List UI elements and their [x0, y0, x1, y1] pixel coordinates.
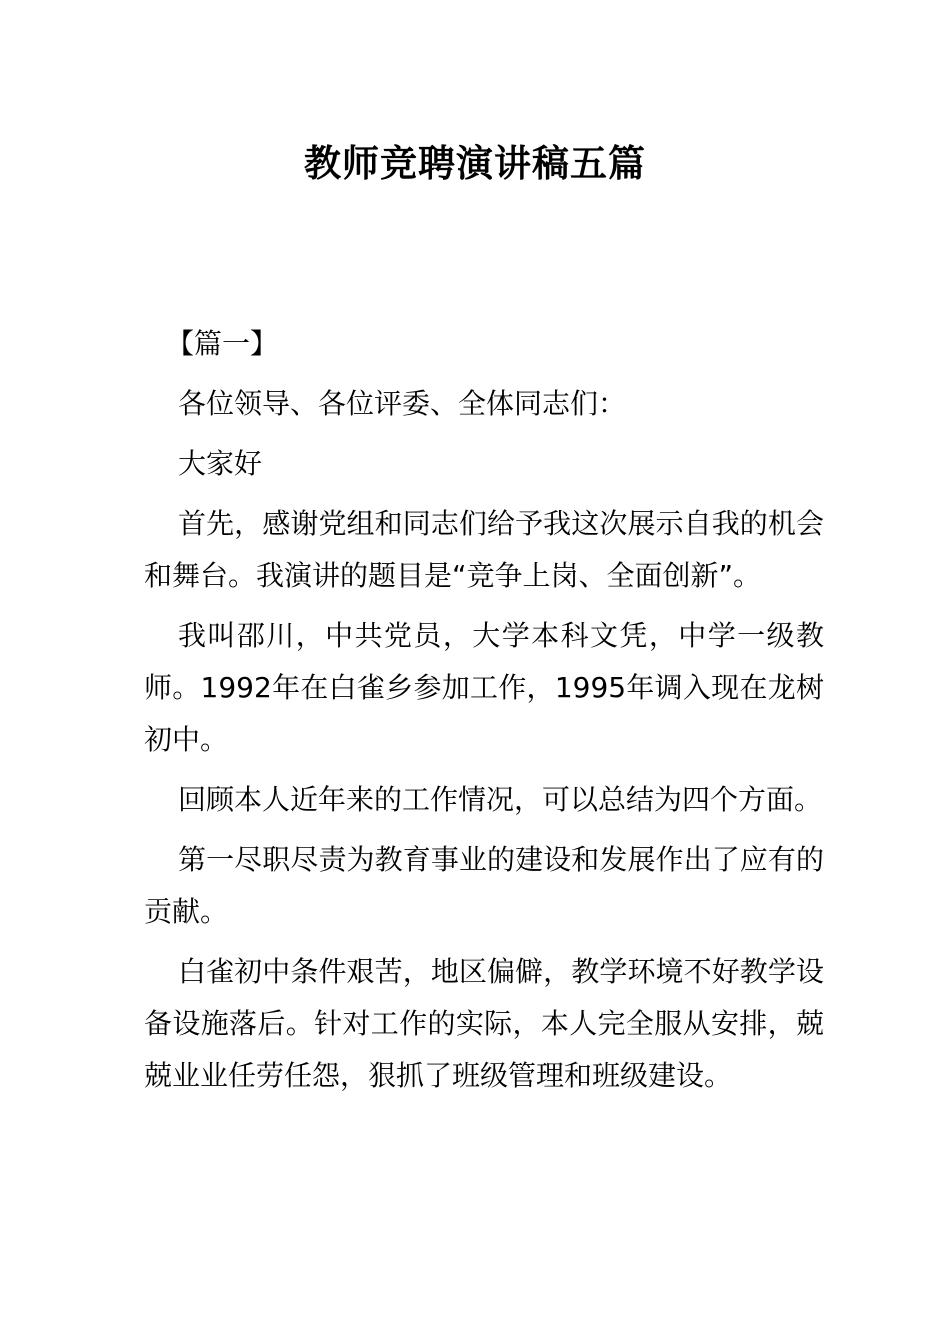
body-paragraph: 首先，感谢党组和同志们给予我这次展示自我的机会和舞台。我演讲的题目是“竞争上岗、全面创新”。	[144, 507, 824, 592]
salutation: 各位领导、各位评委、全体同志们：	[178, 387, 627, 420]
document-title: 教师竞聘演讲稿五篇	[304, 142, 646, 185]
body-paragraph: 回顾本人近年来的工作情况，可以总结为四个方面。	[178, 783, 823, 816]
body-paragraph: 白雀初中条件艰苦，地区偏僻，教学环境不好教学设备设施落后。针对工作的实际，本人完全服从安排，兢兢业业任劳任怨，狠抓了班级管理和班级建设。	[144, 955, 824, 1092]
document-body	[144, 318, 824, 1110]
section-heading: 【篇一】	[166, 327, 279, 360]
body-paragraph: 第一尽职尽责为教育事业的建设和发展作出了应有的贡献。	[144, 843, 824, 928]
body-paragraph: 我叫邵川，中共党员，大学本科文凭，中学一级教师。1992年在白雀乡参加工作，1995年调入现在龙树初中。	[144, 619, 824, 756]
greeting: 大家好	[178, 447, 263, 480]
